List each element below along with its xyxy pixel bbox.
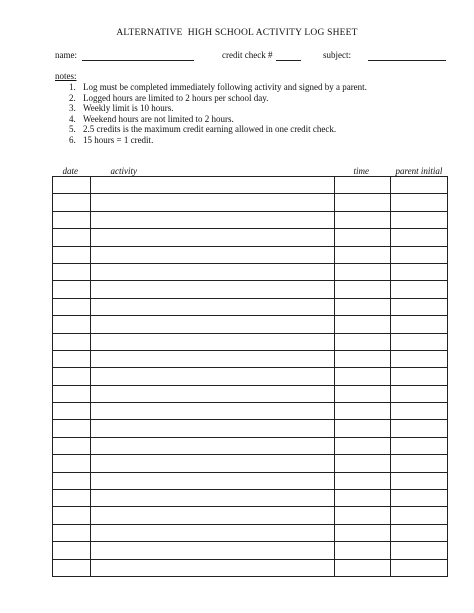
activity-cell[interactable] (91, 350, 335, 367)
table-row (53, 420, 448, 437)
table-row (53, 194, 448, 211)
table-row (53, 350, 448, 367)
time-cell[interactable] (335, 350, 391, 367)
date-cell[interactable] (53, 403, 91, 420)
table-body (53, 177, 448, 577)
time-cell[interactable] (335, 229, 391, 246)
date-cell[interactable] (53, 455, 91, 472)
activity-cell[interactable] (91, 507, 335, 524)
table-row (53, 246, 448, 263)
note-item (69, 103, 367, 114)
note-number: 1. (69, 82, 76, 92)
time-cell[interactable] (335, 298, 391, 315)
table-row (53, 177, 448, 194)
column-header-activity: activity (91, 166, 335, 177)
time-cell[interactable] (335, 490, 391, 507)
table-row (53, 316, 448, 333)
note-item (69, 93, 367, 104)
parent-initial-cell[interactable] (391, 350, 448, 367)
note-item (69, 114, 367, 125)
table-row (53, 559, 448, 576)
parent-initial-cell[interactable] (391, 437, 448, 454)
activity-cell[interactable] (91, 542, 335, 559)
parent-initial-cell[interactable] (391, 490, 448, 507)
parent-initial-cell[interactable] (391, 333, 448, 350)
activity-log-table (52, 166, 448, 577)
activity-cell[interactable] (91, 281, 335, 298)
date-cell[interactable] (53, 333, 91, 350)
date-cell[interactable] (53, 542, 91, 559)
time-cell[interactable] (335, 507, 391, 524)
parent-initial-cell[interactable] (391, 177, 448, 194)
note-item (69, 82, 367, 93)
time-cell[interactable] (335, 177, 391, 194)
date-cell[interactable] (53, 385, 91, 402)
time-cell[interactable] (335, 472, 391, 489)
note-number: 6. (69, 134, 76, 145)
table-row (53, 524, 448, 541)
parent-initial-cell[interactable] (391, 542, 448, 559)
date-cell[interactable] (53, 490, 91, 507)
date-cell[interactable] (53, 524, 91, 541)
time-cell[interactable] (335, 455, 391, 472)
date-cell[interactable] (53, 316, 91, 333)
page-title: ALTERNATIVE HIGH SCHOOL ACTIVITY LOG SHEET (116, 28, 358, 38)
time-cell[interactable] (335, 246, 391, 263)
date-cell[interactable] (53, 177, 91, 194)
parent-initial-cell[interactable] (391, 420, 448, 437)
date-cell[interactable] (53, 246, 91, 263)
table-row (53, 263, 448, 280)
parent-initial-cell[interactable] (391, 194, 448, 211)
table-row (53, 542, 448, 559)
credit-check-label: credit check # (222, 50, 273, 60)
credit-check-field[interactable] (276, 50, 301, 61)
activity-cell[interactable] (91, 333, 335, 350)
activity-cell[interactable] (91, 246, 335, 263)
time-cell[interactable] (335, 281, 391, 298)
name-field[interactable] (82, 50, 194, 61)
date-cell[interactable] (53, 559, 91, 576)
notes-heading: notes: (55, 71, 77, 81)
note-text: Weekend hours are not limited to 2 hours. (83, 113, 234, 124)
date-cell[interactable] (53, 507, 91, 524)
time-cell[interactable] (335, 437, 391, 454)
table-row (53, 211, 448, 228)
parent-initial-cell[interactable] (391, 246, 448, 263)
activity-cell[interactable] (91, 177, 335, 194)
table-row (53, 298, 448, 315)
date-cell[interactable] (53, 194, 91, 211)
time-cell[interactable] (335, 385, 391, 402)
note-text: Logged hours are limited to 2 hours per school day. (83, 92, 269, 103)
table-row (53, 472, 448, 489)
parent-initial-cell[interactable] (391, 229, 448, 246)
date-cell[interactable] (53, 281, 91, 298)
time-cell[interactable] (335, 333, 391, 350)
parent-initial-cell[interactable] (391, 524, 448, 541)
time-cell[interactable] (335, 542, 391, 559)
column-header-parent-initial: parent initial (391, 166, 448, 177)
note-item (69, 124, 367, 135)
note-item (69, 135, 367, 146)
table-row (53, 281, 448, 298)
date-cell[interactable] (53, 263, 91, 280)
column-header-time: time (335, 166, 391, 177)
parent-initial-cell[interactable] (391, 472, 448, 489)
note-text: 15 hours = 1 credit. (83, 134, 154, 145)
activity-cell[interactable] (91, 559, 335, 576)
parent-initial-cell[interactable] (391, 403, 448, 420)
time-cell[interactable] (335, 420, 391, 437)
table-row (53, 333, 448, 350)
activity-cell[interactable] (91, 403, 335, 420)
parent-initial-cell[interactable] (391, 559, 448, 576)
time-cell[interactable] (335, 263, 391, 280)
parent-initial-cell[interactable] (391, 455, 448, 472)
date-cell[interactable] (53, 298, 91, 315)
note-number: 4. (69, 113, 76, 124)
note-number: 2. (69, 92, 76, 103)
activity-cell[interactable] (91, 368, 335, 385)
activity-cell[interactable] (91, 211, 335, 228)
table-row (53, 403, 448, 420)
date-cell[interactable] (53, 437, 91, 454)
activity-cell[interactable] (91, 316, 335, 333)
activity-cell[interactable] (91, 420, 335, 437)
parent-initial-cell[interactable] (391, 298, 448, 315)
activity-cell[interactable] (91, 524, 335, 541)
parent-initial-cell[interactable] (391, 263, 448, 280)
date-cell[interactable] (53, 211, 91, 228)
note-text: Weekly limit is 10 hours. (83, 103, 174, 114)
activity-cell[interactable] (91, 298, 335, 315)
parent-initial-cell[interactable] (391, 316, 448, 333)
parent-initial-cell[interactable] (391, 211, 448, 228)
table-row (53, 437, 448, 454)
time-cell[interactable] (335, 403, 391, 420)
time-cell[interactable] (335, 211, 391, 228)
activity-cell[interactable] (91, 490, 335, 507)
date-cell[interactable] (53, 350, 91, 367)
time-cell[interactable] (335, 316, 391, 333)
table-row (53, 229, 448, 246)
table-row (53, 368, 448, 385)
parent-initial-cell[interactable] (391, 385, 448, 402)
time-cell[interactable] (335, 524, 391, 541)
activity-cell[interactable] (91, 437, 335, 454)
table-row (53, 507, 448, 524)
table-row (53, 455, 448, 472)
table-row (53, 490, 448, 507)
activity-cell[interactable] (91, 472, 335, 489)
table-header-row (53, 166, 448, 177)
time-cell[interactable] (335, 559, 391, 576)
parent-initial-cell[interactable] (391, 281, 448, 298)
activity-cell[interactable] (91, 194, 335, 211)
time-cell[interactable] (335, 368, 391, 385)
column-header-date: date (53, 166, 91, 177)
date-cell[interactable] (53, 229, 91, 246)
date-cell[interactable] (53, 472, 91, 489)
activity-cell[interactable] (91, 455, 335, 472)
notes-list (69, 82, 367, 146)
date-cell[interactable] (53, 368, 91, 385)
note-number: 3. (69, 103, 76, 114)
activity-cell[interactable] (91, 263, 335, 280)
activity-cell[interactable] (91, 385, 335, 402)
time-cell[interactable] (335, 194, 391, 211)
name-label: name: (55, 50, 77, 60)
parent-initial-cell[interactable] (391, 368, 448, 385)
parent-initial-cell[interactable] (391, 507, 448, 524)
activity-cell[interactable] (91, 229, 335, 246)
table-row (53, 385, 448, 402)
note-text: Log must be completed immediately following activity and signed by a parent. (83, 82, 367, 92)
note-number: 5. (69, 124, 76, 135)
note-text: 2.5 credits is the maximum credit earning allowed in one credit check. (83, 124, 337, 135)
subject-field[interactable] (368, 50, 446, 61)
date-cell[interactable] (53, 420, 91, 437)
subject-label: subject: (323, 50, 351, 60)
